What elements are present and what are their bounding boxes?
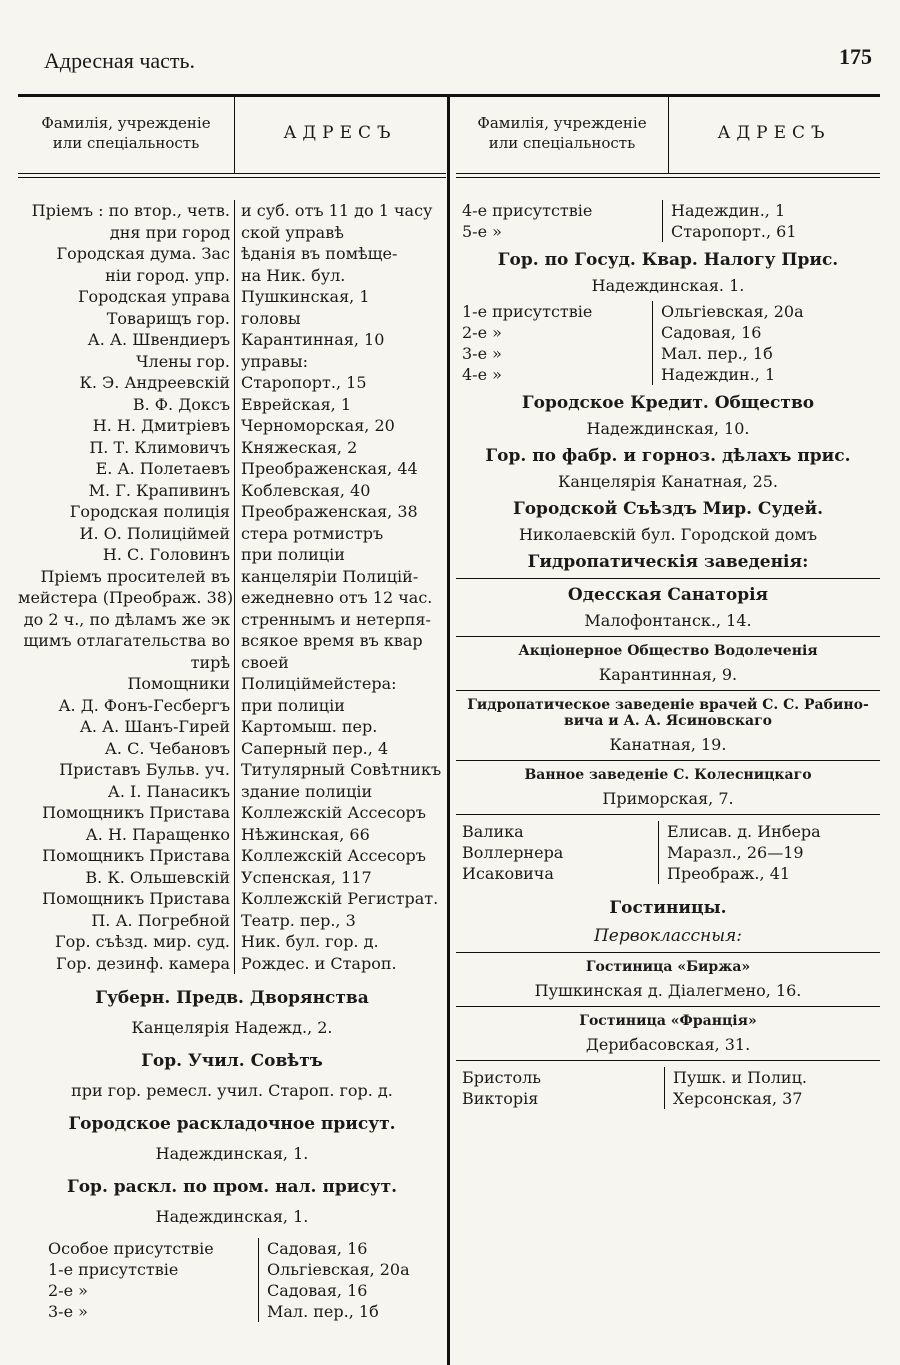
entry-row: [18, 1259, 446, 1280]
entry-name: Помощникъ Пристава: [42, 846, 230, 865]
section-title: Гостиницы.: [609, 898, 727, 918]
section-title: Гор. раскл. по пром. нал. присут.: [66, 1177, 398, 1197]
left-column: [18, 97, 446, 1365]
entry-address: Маразл., 26—19: [658, 842, 867, 863]
section-entries: [456, 301, 880, 385]
divider-rule: [456, 814, 880, 815]
entry-row: [18, 265, 446, 287]
entry-name: Помощникъ Пристава: [42, 889, 230, 908]
header-double-rule: [456, 177, 880, 178]
entry-row: [18, 716, 446, 738]
entry-row: [18, 867, 446, 889]
hydro-title-line2: вича и А. А. Ясиновскаго: [563, 713, 773, 729]
entry-row: [18, 695, 446, 717]
left-bottom-entries: [18, 1238, 446, 1322]
divider-rule: [456, 1060, 880, 1061]
entry-row: [18, 566, 446, 588]
entry-name: П. Т. Климовичъ: [89, 437, 230, 457]
entry-row: [18, 1301, 446, 1322]
entry-row: [18, 609, 446, 631]
entry-address: Черноморская, 20: [234, 415, 445, 437]
hotel-title: Гостиница «Биржа»: [585, 959, 751, 975]
entry-address: стреннымъ и нетерпя-: [234, 609, 445, 631]
entry-name: 4-е »: [462, 365, 502, 384]
entry-row: [18, 630, 446, 652]
entry-row: [18, 652, 446, 674]
entry-name: 4-е присутствіе: [462, 201, 593, 220]
entry-name: Пріемъ просителей въ: [40, 566, 230, 586]
entry-address: Княжеская, 2: [234, 437, 445, 459]
entry-row: [18, 437, 446, 459]
address-column-heading: АДРЕСЪ: [717, 123, 831, 143]
section-title: Гидропатическія заведенія:: [527, 552, 809, 572]
entry-row: [18, 329, 446, 351]
entry-row: [18, 308, 446, 330]
entry-name: дня при город: [109, 222, 230, 242]
section-title: Губерн. Предв. Дворянства: [95, 988, 369, 1008]
left-column-header: [18, 97, 446, 174]
section-title: Гор. Учил. Совѣтъ: [141, 1051, 323, 1071]
entry-address: Преображенская, 38: [234, 501, 445, 523]
entry-name: В. К. Ольшевскій: [85, 867, 230, 887]
section-address: Канцелярія Канатная, 25.: [557, 472, 779, 491]
section-title: Городской Съѣздъ Мир. Судей.: [512, 499, 824, 519]
entry-address: всякое время въ квар: [234, 630, 445, 652]
entry-row: [18, 888, 446, 910]
entry-name: Валика: [462, 822, 524, 841]
entry-row: [18, 781, 446, 803]
divider-rule: [456, 690, 880, 691]
entry-name: Помощники: [127, 674, 230, 693]
hydro-address: Канатная, 19.: [609, 735, 727, 754]
hydro-title: Одесская Санаторія: [567, 585, 769, 605]
entry-row: [18, 458, 446, 480]
entry-name: 3-е »: [48, 1302, 88, 1321]
hotel-entries: [456, 1067, 880, 1109]
entry-address: управы:: [234, 351, 445, 373]
running-head: Адресная часть.: [44, 48, 196, 73]
entry-name: мейстера (Преображ. 38): [18, 588, 234, 607]
entry-row: [456, 821, 880, 842]
entry-name: Воллернера: [462, 843, 564, 862]
entry-name: 3-е »: [462, 344, 502, 363]
section-subtitle: Первоклассныя:: [593, 926, 743, 946]
entry-name: Викторія: [462, 1089, 539, 1108]
right-top-entries: [456, 200, 880, 242]
entry-name: до 2 ч., по дѣламъ же эк: [23, 609, 230, 629]
divider-rule: [456, 1006, 880, 1007]
entry-address: Елисав. д. Инбера: [658, 821, 867, 842]
entry-name: Городская дума. Зас: [56, 244, 230, 263]
entry-row: [456, 322, 880, 343]
entry-name: А. Н. Паращенко: [85, 824, 230, 844]
entry-address: своей: [234, 652, 445, 674]
entry-name: А. С. Чебановъ: [104, 738, 230, 758]
entry-address: на Ник. бул.: [234, 265, 445, 287]
entry-name: 2-е »: [462, 323, 502, 342]
section-address: при гор. ремесл. учил. Староп. гор. д.: [71, 1081, 393, 1100]
left-sections: [18, 988, 446, 1226]
entry-row: [18, 372, 446, 394]
section-title: Городское Кредит. Общество: [521, 393, 815, 413]
entry-address: Ольгіевская, 20а: [652, 301, 861, 322]
entry-row: [18, 931, 446, 953]
entry-address: и суб. отъ 11 до 1 часу: [234, 200, 445, 222]
entry-address: Театр. пер., 3: [234, 910, 445, 932]
entry-address: стера ротмистръ: [234, 523, 445, 545]
entry-row: [456, 863, 880, 884]
entry-name: Н. Н. Дмитріевъ: [92, 416, 230, 435]
entry-row: [18, 415, 446, 437]
left-column-body: [18, 200, 446, 1365]
right-column-header: [456, 97, 880, 174]
section-address: Надеждинская, 1.: [155, 1207, 309, 1226]
entry-row: [18, 824, 446, 846]
entry-row: [18, 802, 446, 824]
entry-name: тирѣ: [190, 652, 230, 672]
entry-name: А. Д. Фонъ-Гесбергъ: [58, 695, 230, 715]
entry-name: Городская управа: [77, 287, 230, 306]
entry-name: И. О. Полиціймей: [79, 523, 230, 543]
entry-address: ской управѣ: [234, 222, 445, 244]
entry-row: [18, 759, 446, 781]
section-address: Надеждинская. 1.: [591, 276, 745, 295]
entry-name: Товарищъ гор.: [106, 308, 230, 328]
entry-address: Пушкинская, 1: [234, 286, 445, 308]
document-page: [18, 0, 880, 1365]
entry-row: [18, 910, 446, 932]
column-divider: [447, 97, 450, 1365]
right-column: [456, 97, 880, 1365]
entry-address: Садовая, 16: [652, 322, 861, 343]
entry-address: при полиціи: [234, 544, 445, 566]
hydro-title: Ванное заведеніе С. Колесницкаго: [524, 767, 812, 783]
entry-row: [456, 842, 880, 863]
entry-address: Успенская, 117: [234, 867, 445, 889]
entry-name: щимъ отлагательства во: [23, 631, 230, 650]
divider-rule: [456, 636, 880, 637]
entry-name: Особое присутствіе: [48, 1239, 214, 1258]
entry-address: Надеждин., 1: [662, 200, 861, 221]
entry-row: [18, 738, 446, 760]
section-title: Гор. по Госуд. Квар. Налогу Прис.: [497, 250, 839, 270]
entry-address: здание полиціи: [234, 781, 445, 803]
entry-name: А. А. Швендиеръ: [87, 330, 230, 349]
entry-row: [18, 222, 446, 244]
entry-row: [18, 673, 446, 695]
entry-name: Е. А. Полетаевъ: [95, 459, 230, 478]
entry-address: Садовая, 16: [258, 1238, 437, 1259]
entry-row: [18, 200, 446, 222]
entry-address: Полиціймейстера:: [234, 673, 445, 695]
entry-row: [18, 480, 446, 502]
entry-row: [18, 351, 446, 373]
entry-row: [18, 587, 446, 609]
divider-rule: [456, 952, 880, 953]
entry-row: [456, 200, 880, 221]
entry-row: [18, 523, 446, 545]
address-column-heading: АДРЕСЪ: [283, 123, 397, 143]
entry-row: [18, 286, 446, 308]
entry-address: Коллежскій Ассесоръ: [234, 802, 445, 824]
entry-address: Пушк. и Полиц.: [664, 1067, 863, 1088]
section-title: Гор. по фабр. и горноз. дѣлахъ прис.: [485, 446, 851, 466]
entry-name: Гор. съѣзд. мир. суд.: [54, 932, 230, 951]
entry-address: Коллежскій Регистрат.: [234, 888, 445, 910]
section-address: Николаевскій бул. Городской домъ: [518, 525, 818, 544]
section-address: Надеждинская, 10.: [586, 419, 750, 438]
page-number: 175: [839, 44, 872, 69]
entry-name: Члены гор.: [136, 351, 230, 371]
divider-rule: [456, 760, 880, 761]
entry-address: Коблевская, 40: [234, 480, 445, 502]
entry-name: К. Э. Андреевскій: [79, 373, 230, 392]
entry-row: [18, 1280, 446, 1301]
entry-address: Старопорт., 15: [234, 372, 445, 394]
header-double-rule: [18, 177, 446, 178]
entry-address: Садовая, 16: [258, 1280, 437, 1301]
entry-address: Саперный пер., 4: [234, 738, 445, 760]
section-address: Надеждинская, 1.: [155, 1144, 309, 1163]
entry-address: Ольгіевская, 20а: [258, 1259, 437, 1280]
hotel-address: Пушкинская д. Діалегмено, 16.: [534, 981, 802, 1000]
entry-name: 1-е присутствіе: [462, 302, 593, 321]
entry-row: [18, 953, 446, 975]
entry-name: ніи город. упр.: [105, 265, 230, 285]
entry-row: [18, 544, 446, 566]
entry-address: Ник. бул. гор. д.: [234, 931, 445, 953]
name-heading-text: Фамилія, учрежденіе или спеціальность: [477, 114, 647, 152]
entry-row: [18, 243, 446, 265]
entry-row: [18, 394, 446, 416]
entry-address: Мал. пер., 1б: [258, 1301, 437, 1322]
hydro-address: Приморская, 7.: [602, 789, 734, 808]
hotel-title: Гостиница «Франція»: [579, 1013, 757, 1029]
entry-row: [18, 1238, 446, 1259]
section-title: Городское раскладочное присут.: [68, 1114, 396, 1134]
entry-address: Картомыш. пер.: [234, 716, 445, 738]
entry-address: Коллежскій Ассесоръ: [234, 845, 445, 867]
entry-row: [456, 221, 880, 242]
entry-name: Городская полиція: [69, 502, 230, 521]
entry-name: 2-е »: [48, 1281, 88, 1300]
name-column-heading: [18, 113, 234, 153]
entry-row: [456, 1088, 880, 1109]
entry-address: Преображ., 41: [658, 863, 867, 884]
entry-address: Надеждин., 1: [652, 364, 861, 385]
entry-name: М. Г. Крапивинъ: [88, 480, 230, 500]
entry-row: [456, 343, 880, 364]
entry-address: Мал. пер., 1б: [652, 343, 861, 364]
entry-address: ѣданія въ помѣще-: [234, 243, 445, 265]
entry-name: Н. С. Головинъ: [102, 545, 230, 564]
entry-address: Старопорт., 61: [662, 221, 861, 242]
entry-address: Нѣжинская, 66: [234, 824, 445, 846]
entry-name: Приставъ Бульв. уч.: [59, 760, 230, 779]
entry-address: Карантинная, 10: [234, 329, 445, 351]
entry-name: Исаковича: [462, 864, 554, 883]
entry-name: Помощникъ Пристава: [42, 803, 230, 822]
entry-row: [18, 501, 446, 523]
entry-row: [18, 845, 446, 867]
entry-row: [456, 364, 880, 385]
entry-address: Херсонская, 37: [664, 1088, 863, 1109]
entry-address: Титулярный Совѣтникъ: [234, 759, 445, 781]
entry-name: А. І. Панасикъ: [107, 781, 230, 801]
name-column-heading: [456, 113, 668, 153]
entry-name: Пріемъ : по втор., четв.: [31, 201, 230, 220]
hydro-title-line1: Гидропатическое заведеніе врачей С. С. Рабино-: [467, 697, 869, 713]
divider-rule: [456, 578, 880, 579]
entry-address: при полиціи: [234, 695, 445, 717]
entry-name: П. А. Погребной: [91, 910, 230, 930]
section-address: Канцелярія Надежд., 2.: [131, 1018, 333, 1037]
entry-address: Преображенская, 44: [234, 458, 445, 480]
hydro-title: Акціонерное Общество Водолеченія: [518, 643, 818, 659]
entry-name: 5-е »: [462, 222, 502, 241]
entry-address: головы: [234, 308, 445, 330]
entry-row: [456, 301, 880, 322]
right-column-body: [456, 200, 880, 1365]
bath-entries: [456, 821, 880, 884]
entry-name: А. А. Шанъ-Гирей: [79, 717, 230, 736]
left-entries: [18, 200, 446, 974]
entry-name: Гор. дезинф. камера: [56, 953, 230, 973]
entry-address: ежедневно отъ 12 час.: [234, 587, 445, 609]
entry-name: 1-е присутствіе: [48, 1260, 179, 1279]
hydro-address: Малофонтанск., 14.: [584, 611, 752, 630]
name-heading-text: Фамилія, учрежденіе или спеціальность: [41, 114, 211, 152]
hotel-address: Дерибасовская, 31.: [585, 1035, 751, 1054]
entry-name: Бристоль: [462, 1068, 541, 1087]
entry-address: Еврейская, 1: [234, 394, 445, 416]
entry-row: [456, 1067, 880, 1088]
entry-address: Рождес. и Староп.: [234, 953, 445, 975]
entry-address: канцеляріи Полицій-: [234, 566, 445, 588]
entry-name: В. Ф. Доксъ: [132, 394, 230, 414]
hydro-address: Карантинная, 9.: [598, 665, 738, 684]
